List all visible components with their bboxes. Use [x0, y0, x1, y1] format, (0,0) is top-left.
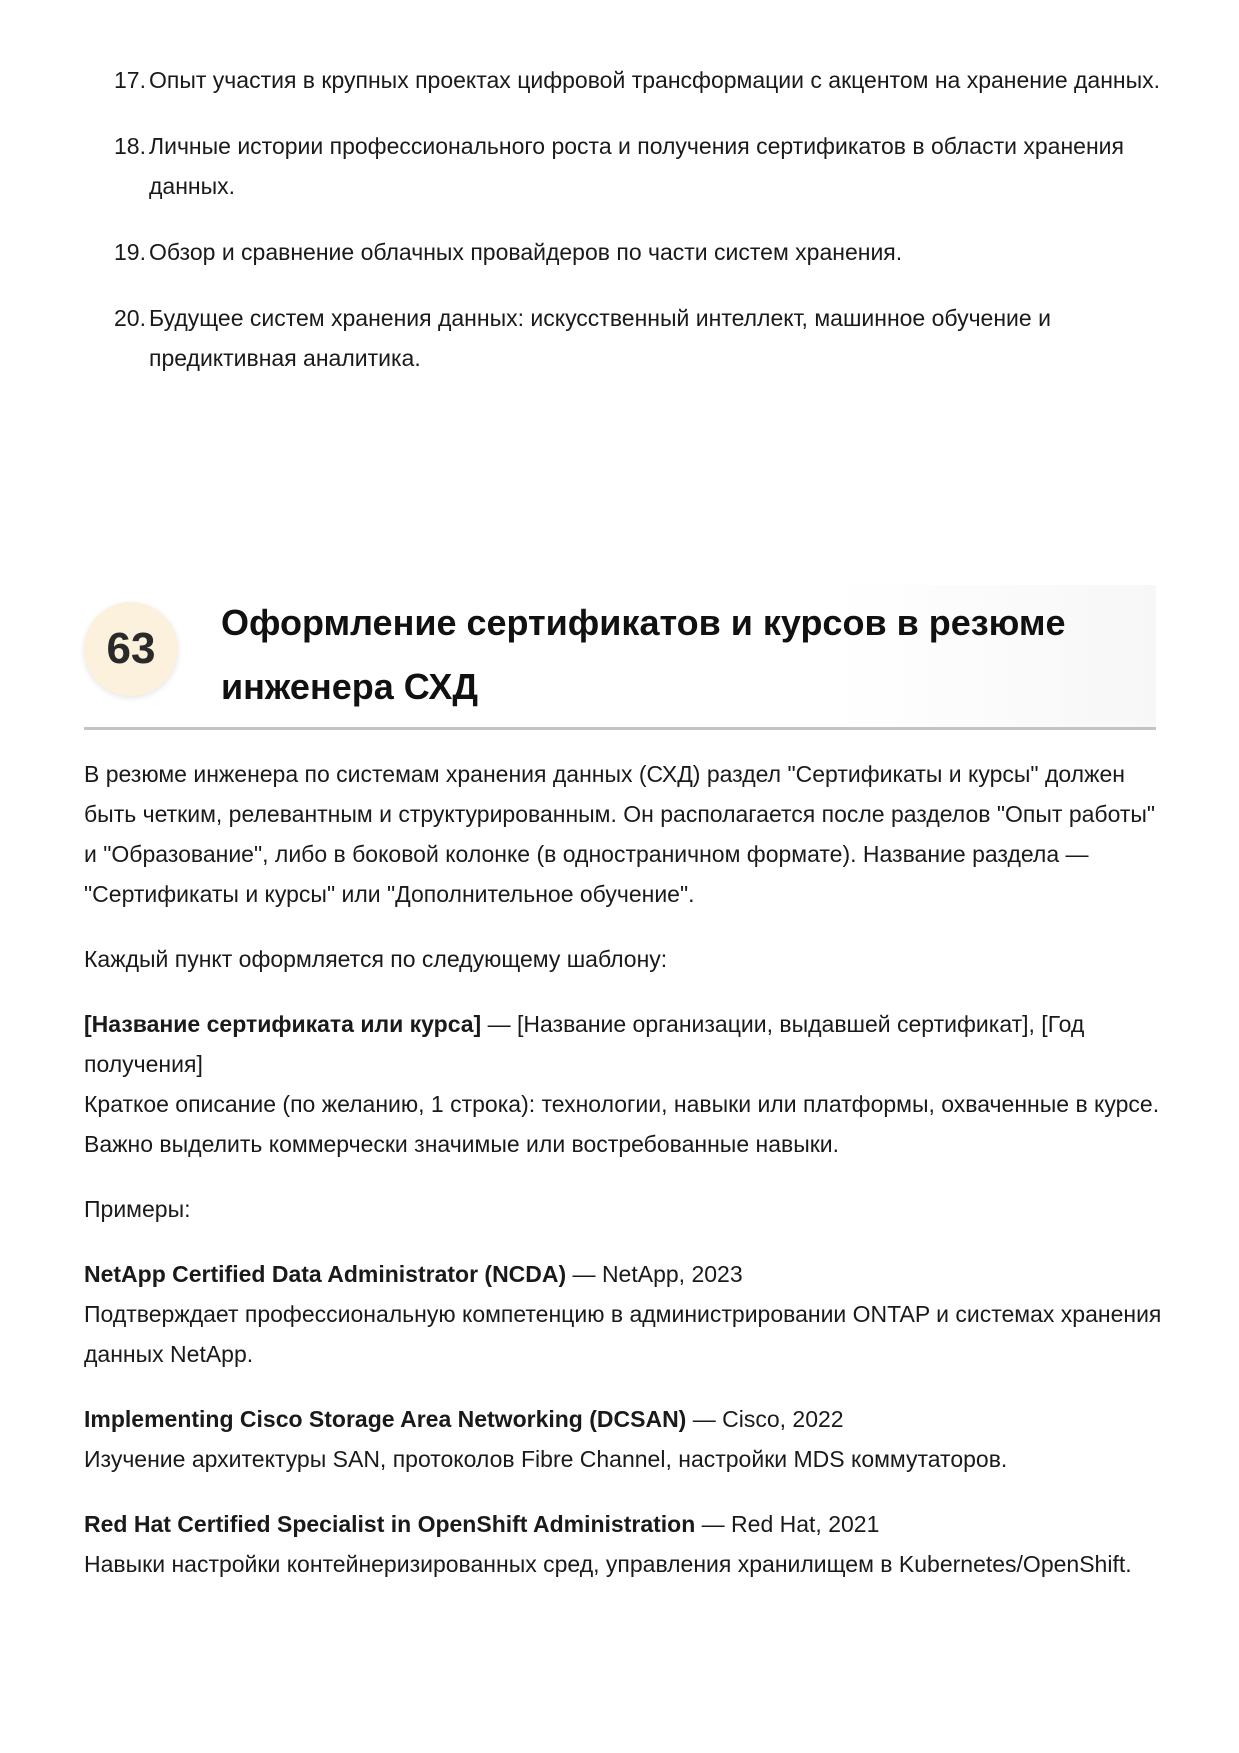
list-item-number: 19.	[114, 239, 146, 265]
chapter-body	[84, 754, 1164, 1609]
example-description: Навыки настройки контейнеризированных сред, управления хранилищем в Kubernetes/OpenShift.	[84, 1551, 1132, 1577]
list-item-number: 17.	[114, 67, 146, 93]
example-entry	[84, 1254, 1164, 1374]
template-block	[84, 1004, 1164, 1164]
example-cert-name: Implementing Cisco Storage Area Networking (DCSAN)	[84, 1406, 687, 1432]
intro-paragraph: В резюме инженера по системам хранения данных (СХД) раздел "Сертификаты и курсы" должен быть четким, релевантным и структурированным. Он располагается после разделов "Опыт работы" и "Образование", либо в боковой колонке (в одностраничном формате). Название раздела — "Сертификаты и курсы" или "Дополнительное обучение".	[84, 761, 1156, 907]
list-item	[104, 232, 1164, 272]
list-item-text: Будущее систем хранения данных: искусственный интеллект, машинное обучение и предиктивная аналитика.	[149, 305, 1051, 371]
example-description: Подтверждает профессиональную компетенцию в администрировании ONTAP и системах хранения данных NetApp.	[84, 1301, 1162, 1367]
example-description: Изучение архитектуры SAN, протоколов Fibre Channel, настройки MDS коммутаторов.	[84, 1446, 1008, 1472]
list-item	[104, 126, 1164, 206]
list-item	[104, 60, 1164, 100]
chapter-title: Оформление сертификатов и курсов в резюме инженера СХД	[221, 602, 1066, 707]
example-entry	[84, 1504, 1164, 1584]
list-item-number: 20.	[114, 305, 146, 331]
template-intro: Каждый пункт оформляется по следующему шаблону:	[84, 946, 668, 972]
example-issuer-year: — Red Hat, 2021	[695, 1511, 880, 1537]
chapter-header	[84, 585, 1156, 730]
examples-label: Примеры:	[84, 1196, 191, 1222]
list-item-number: 18.	[114, 133, 146, 159]
template-description: Краткое описание (по желанию, 1 строка): технологии, навыки или платформы, охваченные в курсе. Важно выделить коммерчески значимые или востребованные навыки.	[84, 1091, 1160, 1157]
chapter-number-badge: 63	[84, 602, 178, 696]
template-issuer: — [Название организации, выдавшей сертификат], [Год получения]	[84, 1011, 1085, 1077]
numbered-list	[104, 60, 1164, 404]
example-issuer-year: — Cisco, 2022	[686, 1406, 844, 1432]
example-cert-name: NetApp Certified Data Administrator (NCDA)	[84, 1261, 567, 1287]
list-item-text: Личные истории профессионального роста и получения сертификатов в области хранения данных.	[149, 133, 1124, 199]
list-item-text: Обзор и сравнение облачных провайдеров по части систем хранения.	[149, 239, 903, 265]
list-item-text: Опыт участия в крупных проектах цифровой трансформации с акцентом на хранение данных.	[149, 67, 1161, 93]
example-issuer-year: — NetApp, 2023	[566, 1261, 743, 1287]
example-entry	[84, 1399, 1164, 1479]
example-cert-name: Red Hat Certified Specialist in OpenShift Administration	[84, 1511, 696, 1537]
template-name: [Название сертификата или курса]	[84, 1011, 482, 1037]
list-item	[104, 298, 1164, 378]
